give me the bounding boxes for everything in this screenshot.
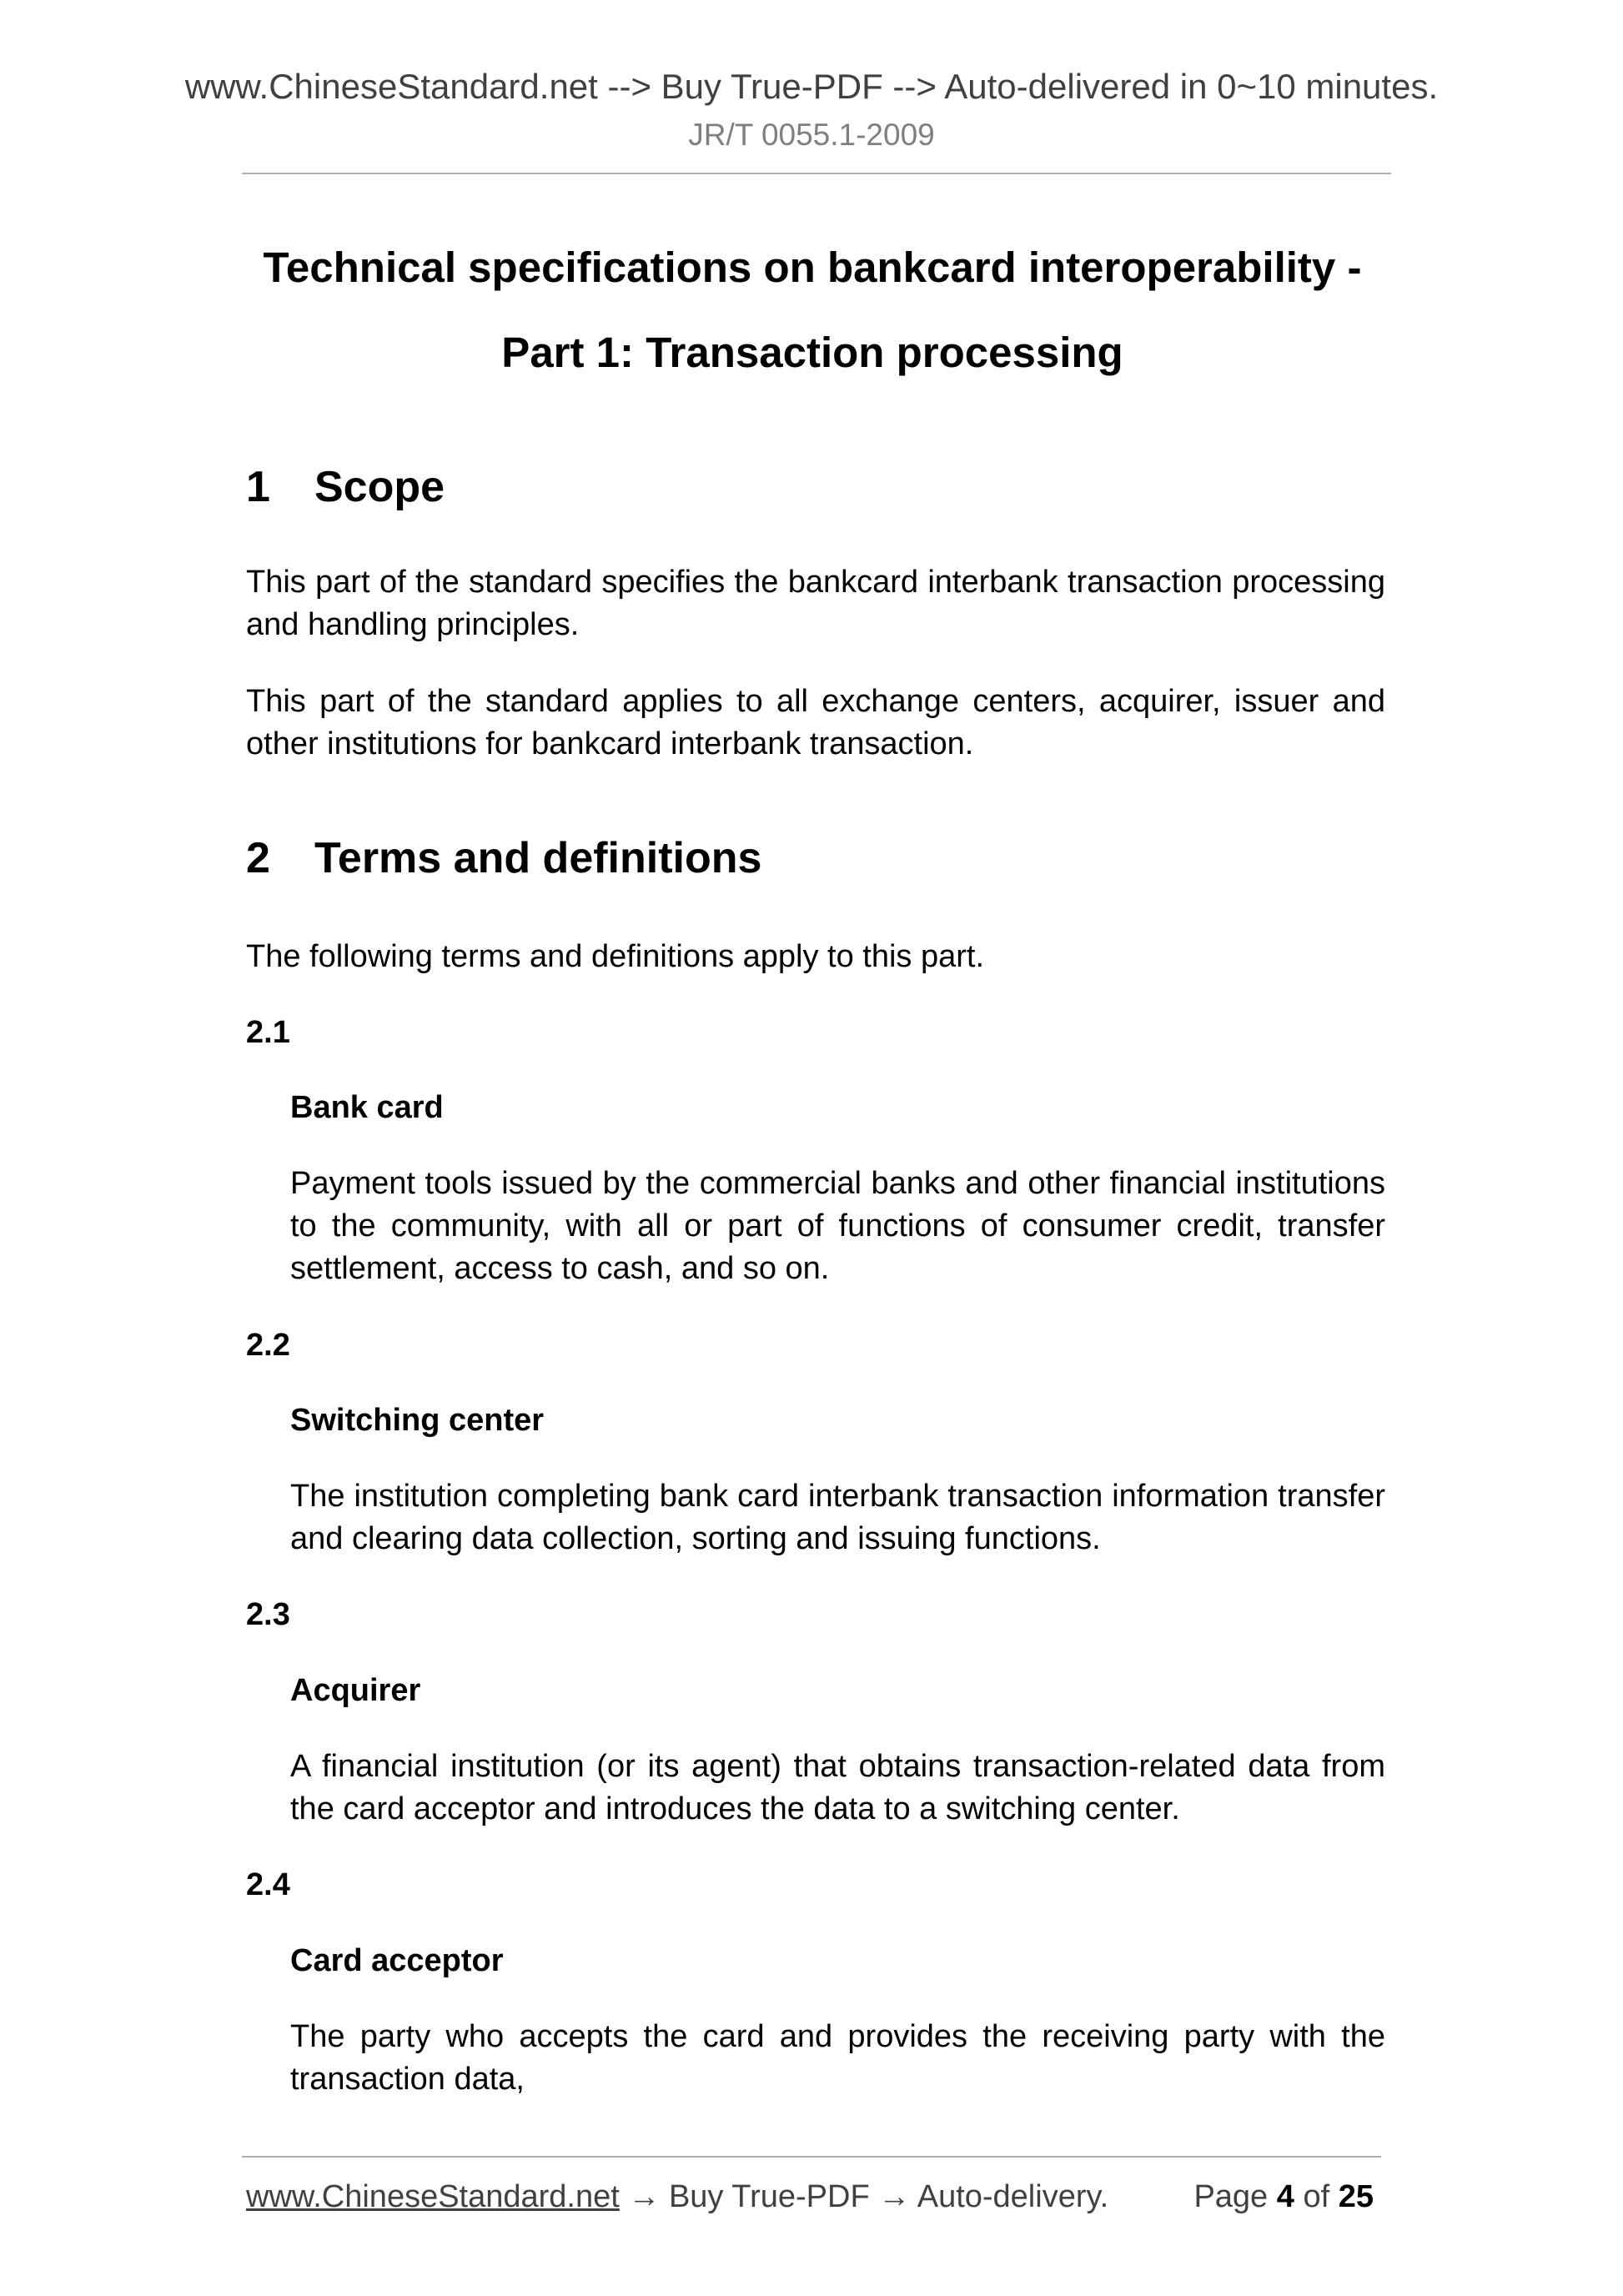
page-of: of [1303, 2179, 1330, 2214]
clause-number: 2.4 [246, 1867, 290, 1902]
document-title-line2: Part 1: Transaction processing [501, 329, 1123, 376]
standard-code: JR/T 0055.1-2009 [688, 118, 935, 152]
term-name: Card acceptor [290, 1943, 504, 1978]
term-name: Switching center [290, 1403, 545, 1438]
arrow-right-icon: → [628, 2179, 661, 2214]
terms-intro: The following terms and definitions apply to this part. [246, 939, 985, 974]
term-definition: The institution completing bank card interbank transaction information transfer and clearing data collection, sorting and issuing functions. [290, 1479, 1385, 1556]
scope-paragraph-2: This part of the standard applies to all exchange centers, acquirer, issuer and other institutions for bankcard interbank transaction. [246, 684, 1385, 761]
buy-pdf-text: Buy True-PDF [668, 2179, 870, 2214]
header-banner: www.ChineseStandard.net --> Buy True-PDF --> Auto-delivered in 0~10 minutes. [184, 67, 1439, 106]
clause-number: 2.3 [246, 1597, 290, 1632]
section-heading-terms [246, 832, 761, 884]
clause-number: 2.2 [246, 1328, 290, 1363]
clause-number: 2.1 [246, 1015, 290, 1050]
page-indicator [1193, 2175, 1374, 2218]
header-divider [242, 173, 1391, 174]
section-number: 2 [246, 834, 270, 882]
section-title: Scope [314, 463, 445, 511]
scope-paragraph-1: This part of the standard specifies the bankcard interbank transaction processing and handling principles. [246, 565, 1385, 642]
term-name: Bank card [290, 1090, 444, 1125]
term-definition: Payment tools issued by the commercial banks and other financial institutions to the community, with all or part of functions of consumer credit, transfer settlement, access to cash, and so on. [290, 1166, 1385, 1286]
term-definition: A financial institution (or its agent) that obtains transaction-related data from the card acceptor and introduces the data to a switching center. [290, 1749, 1385, 1826]
term-name: Acquirer [290, 1673, 421, 1708]
section-heading-scope [246, 461, 445, 513]
page-current: 4 [1276, 2179, 1294, 2214]
document-title-line1: Technical specifications on bankcard interoperability - [263, 244, 1362, 291]
page-footer [246, 2175, 1380, 2218]
section-number: 1 [246, 463, 270, 511]
auto-delivery-text: Auto-delivery. [917, 2179, 1109, 2214]
footer-divider [242, 2156, 1381, 2158]
page-label: Page [1193, 2179, 1269, 2214]
footer-links [246, 2175, 1108, 2218]
site-link[interactable]: www.ChineseStandard.net [246, 2179, 620, 2214]
arrow-right-icon: → [878, 2179, 911, 2214]
page-total: 25 [1338, 2179, 1374, 2214]
section-title: Terms and definitions [314, 834, 762, 882]
term-definition: The party who accepts the card and provides the receiving party with the transaction data, [290, 2019, 1385, 2097]
